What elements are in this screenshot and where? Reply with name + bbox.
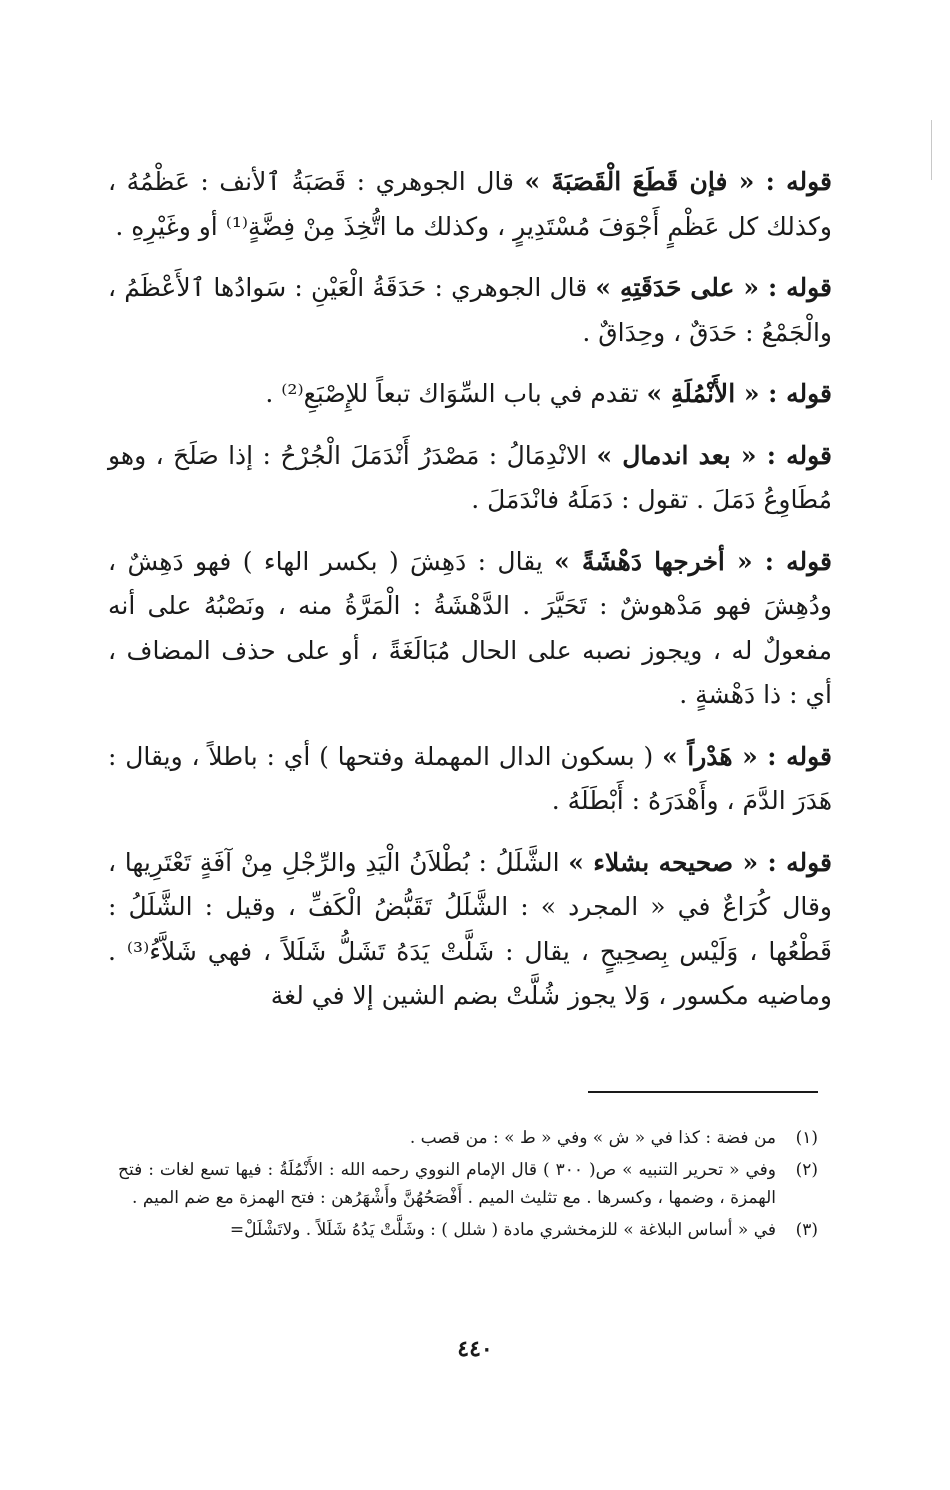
footnote-text: في « أساس البلاغة » للزمخشري مادة ( شلل ) : وشَلَّتْ يَدُهُ شَلَلاً . ولاتَشْلَلْ= <box>229 1220 776 1240</box>
paragraph-hadaqa <box>108 266 832 355</box>
footnote-number: (٢) <box>795 1160 818 1180</box>
paragraph-hadr <box>108 735 832 824</box>
footnote-3 <box>118 1216 818 1244</box>
page-number: ٤٤٠ <box>457 1336 493 1362</box>
paragraph-lead: قوله : « فإن قَطَعَ الْقَصَبَةَ » <box>524 167 832 196</box>
footnotes-section <box>118 1124 818 1248</box>
paragraph-dahsha <box>108 540 832 718</box>
paragraph-body: يقال : دَهِشَ ( بكسر الهاء ) فهو دَهِشٌ ، ودُهِشَ فهو مَدْهوشٌ : تَحَيَّرَ . الدَّهْشَةُ : الْمَرَّةُ منه ، ونَصْبُهُ على أنه مفعولٌ له ، ويجوز نصبه على الحال مُبَالَغَةً ، أو على حذف المضاف ، أي : ذا دَهْشةٍ . <box>108 546 832 709</box>
footnote-1 <box>118 1124 818 1152</box>
paragraph-lead: قوله : « على حَدَقَتِهِ » <box>595 273 833 302</box>
footnote-number: (١) <box>795 1128 818 1148</box>
footnote-2 <box>118 1156 818 1212</box>
paragraph-body: قال الجوهري : قَصَبَةُ ٱلأنف : عَظْمُهُ ، وكذلك كل عَظْمٍ أَجْوَفَ مُسْتَدِيرٍ ، وكذلك ما اتُّخِذَ مِنْ فِضَّةٍ⁽¹⁾ أو وغَيْرِهِ . <box>108 167 832 241</box>
paragraph-body: تقدم في باب السِّوَاك تبعاً للإِصْبَعِ⁽²⁾ . <box>265 379 647 408</box>
footnote-separator <box>588 1091 818 1093</box>
paragraph-qasaba <box>108 160 832 249</box>
paragraph-lead: قوله : « أخرجها دَهْشَةً » <box>554 546 832 576</box>
footnote-number: (٣) <box>795 1220 818 1240</box>
paragraph-lead: قوله : « بعد اندمال » <box>596 440 832 470</box>
paragraph-body: الشَّلَلُ : بُطْلاَنُ الْيَدِ والرِّجْلِ مِنْ آفَةٍ تَعْتَرِيها ، وقال كُرَاعٌ في « المجرد » : الشَّلَلُ تَقَبُّضُ الْكَفِّ ، وقيل : الشَّلَلُ : قَطْعُها ، وَلَيْس بِصحِيحٍ ، يقال : شَلَّتْ يَدَهُ تَشَلُّ شَلَلاً ، فهي شَلاَّءُ⁽³⁾ . وماضيه مكسور ، وَلا يجوز شُلَّتْ بضم الشين إلا في لغة <box>108 847 832 1010</box>
paragraph-lead: قوله : « صحيحه بشلاء » <box>568 847 832 877</box>
paragraph-indimal <box>108 434 832 523</box>
paragraph-anmula <box>108 372 832 417</box>
paragraph-lead: قوله : « الأَنْمُلَةِ » <box>646 379 832 408</box>
scan-edge-mark <box>931 120 932 180</box>
footnote-text: من فضة : كذا في « ش » وفي « ط » : من قصب . <box>409 1128 776 1148</box>
footnote-text: وفي « تحرير التنبيه » ص( ٣٠٠ ) قال الإمام النووي رحمه الله : الأَنْمُلَةُ : فيها تسع لغات : فتح الهمزة ، وضمها ، وكسرها . مع تثليث الميم . أَفْصَحُهُنَّ وأَشْهَرُهن : فتح الهمزة مع ضم الميم . <box>118 1160 776 1208</box>
paragraph-body: قال الجوهري : حَدَقَةُ الْعَيْنِ : سَوادُها ٱلأَعْظَمُ ، والْجَمْعُ : حَدَقٌ ، وحِدَاقٌ . <box>108 273 832 347</box>
paragraph-body: ( بسكون الدال المهملة وفتحها ) أي : باطلاً ، ويقال : هَدَرَ الدَّمَ ، وأَهْدَرَهُ : أَبْطَلَهُ . <box>108 741 832 815</box>
main-text-body <box>108 160 832 1019</box>
paragraph-body: الانْدِمَالُ : مَصْدَرُ أَنْدَمَلَ الْجُرْحُ : إذا صَلَحَ ، وهو مُطَاوِعُ دَمَلَ . تقول : دَمَلَهُ فانْدَمَلَ . <box>108 440 832 514</box>
paragraph-lead: قوله : « هَدْراً » <box>662 741 832 771</box>
paragraph-shalal <box>108 841 832 1019</box>
